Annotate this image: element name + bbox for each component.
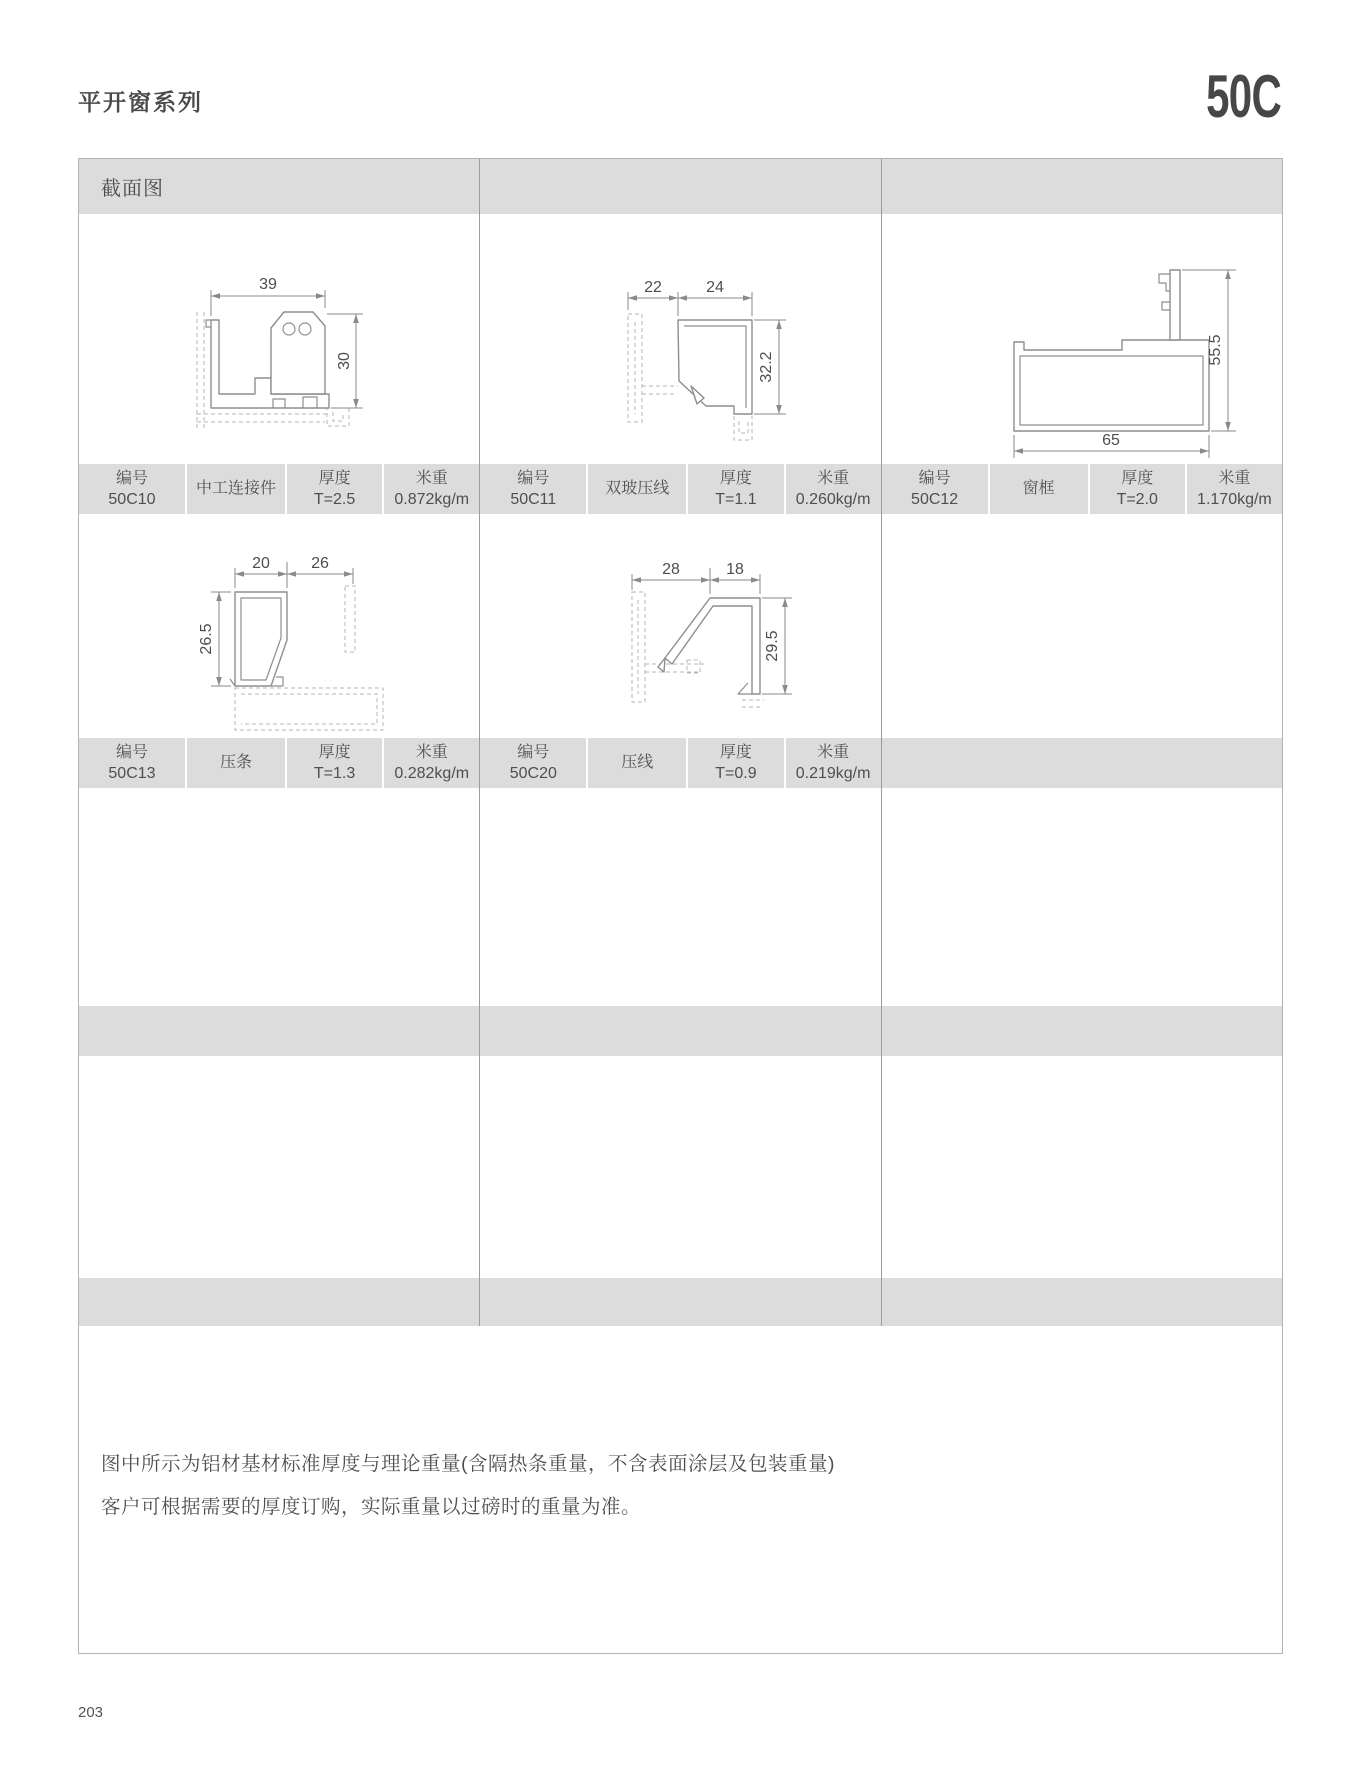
spec-label: 厚度 xyxy=(318,743,351,761)
profile-drawing-50c12 xyxy=(974,246,1254,471)
spec-value: 50C12 xyxy=(911,491,959,508)
series-model-code: 50C xyxy=(1206,63,1281,130)
spec-value: 0.260kg/m xyxy=(795,491,871,508)
spec-cell-thickness xyxy=(1090,464,1185,514)
profile-drawing-50c20 xyxy=(592,542,822,747)
spec-cell-name xyxy=(990,464,1088,514)
spec-label: 编号 xyxy=(517,469,550,487)
profile-outline xyxy=(678,320,752,414)
profile-tower xyxy=(271,312,325,394)
spec-value: 50C20 xyxy=(509,765,557,782)
drawing-cell-50c10 xyxy=(79,214,479,464)
dim-label-height: 55.5 xyxy=(1206,334,1224,366)
spec-group-50c11 xyxy=(479,464,880,514)
dashed-context xyxy=(628,314,642,422)
spec-label: 米重 xyxy=(415,469,448,487)
dim-label-height: 32.2 xyxy=(758,351,776,383)
spec-cell-code xyxy=(79,738,185,788)
spec-label: 米重 xyxy=(415,743,448,761)
dim-label-height: 26.5 xyxy=(198,623,215,655)
drawing-cell-50c13 xyxy=(79,514,479,738)
spec-cell-weight xyxy=(384,464,479,514)
spec-label: 厚度 xyxy=(318,469,351,487)
spec-value: T=2.5 xyxy=(313,491,356,508)
spec-row-2 xyxy=(79,738,1282,788)
spec-value: T=1.3 xyxy=(313,765,356,782)
spec-group-50c13 xyxy=(79,738,479,788)
dim-label-w1: 28 xyxy=(662,561,681,578)
profile-outline xyxy=(1014,340,1209,431)
profile-drawing-50c13 xyxy=(177,536,407,741)
drawing-cell-empty xyxy=(881,514,1282,738)
spec-cell-weight xyxy=(786,738,881,788)
spec-group-empty xyxy=(881,738,1282,788)
spec-cell-name xyxy=(588,464,686,514)
table-header-row xyxy=(79,159,1282,214)
spec-cell-weight xyxy=(786,464,881,514)
spec-value: 1.170kg/m xyxy=(1197,491,1272,508)
spec-cell-code xyxy=(480,464,586,514)
spec-cell-weight xyxy=(1187,464,1282,514)
spec-label: 编号 xyxy=(918,469,951,487)
drawing-row-1 xyxy=(79,214,1282,464)
profile-outline xyxy=(665,598,760,694)
spec-group-50c20 xyxy=(479,738,880,788)
drawing-cell-50c12 xyxy=(881,214,1282,464)
spec-value: 0.219kg/m xyxy=(795,765,871,782)
spec-label: 编号 xyxy=(517,743,550,761)
spec-cell-code xyxy=(882,464,988,514)
empty-drawing-row-2 xyxy=(79,1056,1282,1278)
profile-outline xyxy=(235,592,287,686)
dim-label-w2: 18 xyxy=(726,561,745,578)
spec-cell-thickness xyxy=(287,738,382,788)
spec-cell-thickness xyxy=(287,464,382,514)
section-title: 截面图 xyxy=(101,178,164,200)
spec-label: 厚度 xyxy=(719,743,752,761)
spec-cell-name xyxy=(187,464,285,514)
spec-value: 50C10 xyxy=(108,491,156,508)
page-number: 203 xyxy=(78,1704,104,1721)
spec-cell-thickness xyxy=(688,738,783,788)
empty-label-band-1 xyxy=(79,1006,1282,1056)
spec-label: 厚度 xyxy=(719,469,752,487)
spec-value: T=0.9 xyxy=(715,765,757,782)
spec-value: T=1.1 xyxy=(715,491,757,508)
note-line-2: 客户可根据需要的厚度订购，实际重量以过磅时的重量为准。 xyxy=(101,1496,642,1518)
profile-fin xyxy=(1170,270,1180,340)
spec-value: 中工连接件 xyxy=(195,480,276,498)
dim-label-width: 65 xyxy=(1101,432,1120,449)
spec-label: 米重 xyxy=(817,469,850,487)
dim-label-w1: 20 xyxy=(252,555,270,572)
spec-value: 50C13 xyxy=(108,765,156,782)
dashed-context xyxy=(632,592,645,702)
spec-group-50c12 xyxy=(881,464,1282,514)
spec-value: 压条 xyxy=(219,754,252,772)
dashed-context xyxy=(197,312,204,428)
spec-label: 厚度 xyxy=(1121,469,1154,487)
spec-cell-name xyxy=(187,738,285,788)
dim-label-w2: 24 xyxy=(706,279,725,296)
dashed-context xyxy=(345,586,355,652)
spec-cell-weight xyxy=(384,738,479,788)
spec-value: 0.282kg/m xyxy=(394,765,470,782)
page-title: 平开窗系列 xyxy=(78,89,203,115)
note-line-1: 图中所示为铝材基材标准厚度与理论重量(含隔热条重量，不含表面涂层及包装重量) xyxy=(101,1453,835,1475)
spec-group-50c10 xyxy=(79,464,479,514)
spec-cell-code xyxy=(480,738,586,788)
spec-value: 双玻压线 xyxy=(605,480,670,498)
header-cell-1 xyxy=(79,159,479,214)
profile-section-table xyxy=(78,158,1283,1654)
dim-label-height: 29.5 xyxy=(764,630,782,662)
spec-label: 米重 xyxy=(1218,469,1251,487)
spec-label: 编号 xyxy=(115,743,148,761)
note-area xyxy=(79,1326,1282,1653)
empty-label-band-2 xyxy=(79,1278,1282,1326)
header-cell-3 xyxy=(881,159,1282,214)
drawing-cell-50c20 xyxy=(479,514,880,738)
spec-cell-name xyxy=(588,738,686,788)
dim-label-width: 39 xyxy=(259,276,277,293)
spec-value: 窗框 xyxy=(1022,480,1055,498)
profile-drawing-50c10 xyxy=(167,256,397,461)
spec-value: T=2.0 xyxy=(1116,491,1158,508)
spec-label: 米重 xyxy=(817,743,850,761)
dim-label-w2: 26 xyxy=(311,555,329,572)
dim-label-height: 30 xyxy=(336,352,353,370)
spec-cell-code xyxy=(79,464,185,514)
spec-cell-thickness xyxy=(688,464,783,514)
spec-row-1 xyxy=(79,464,1282,514)
spec-value: 压线 xyxy=(621,754,654,772)
spec-value: 50C11 xyxy=(510,491,557,508)
profile-drawing-50c11 xyxy=(588,262,818,467)
dim-label-w1: 22 xyxy=(644,279,663,296)
spec-label: 编号 xyxy=(115,469,148,487)
header-cell-2 xyxy=(479,159,880,214)
spec-value: 0.872kg/m xyxy=(394,491,470,508)
drawing-row-2 xyxy=(79,514,1282,738)
drawing-cell-50c11 xyxy=(479,214,880,464)
empty-drawing-row-1 xyxy=(79,788,1282,1006)
